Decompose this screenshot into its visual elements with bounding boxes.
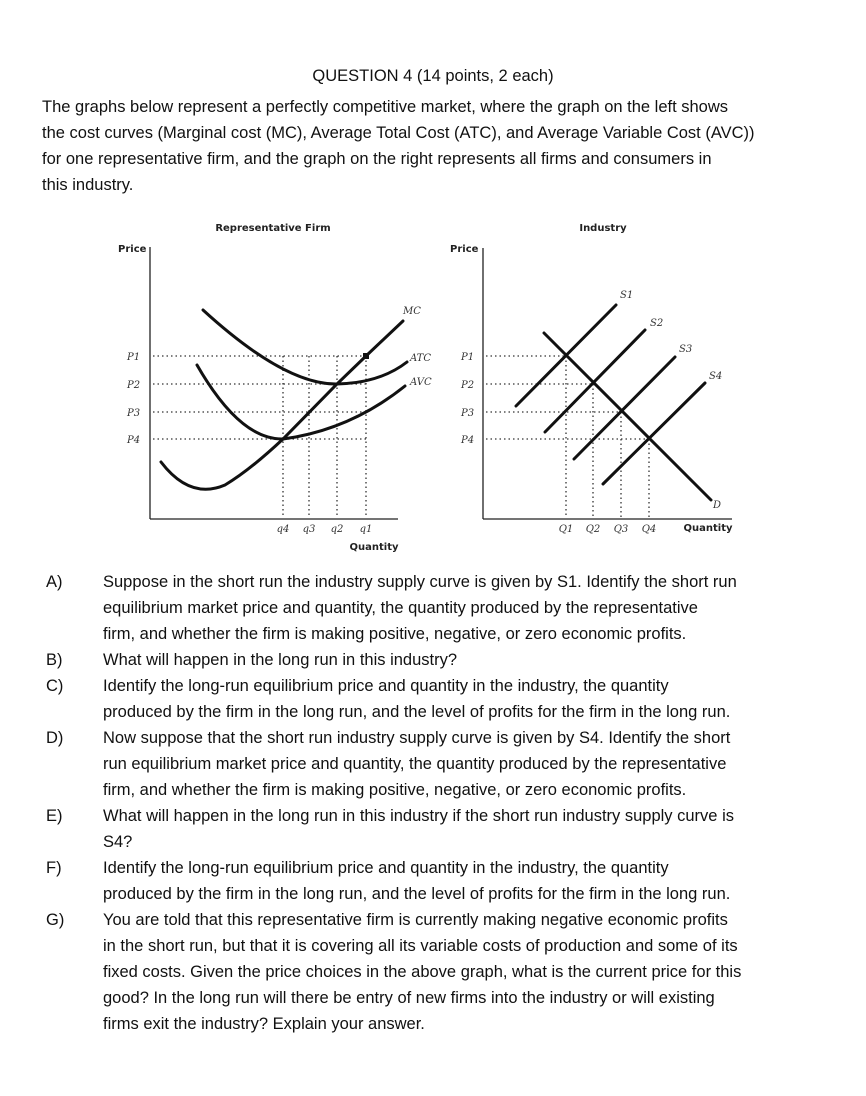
demand-curve xyxy=(544,333,711,500)
item-text-line: What will happen in the long run in this industry? xyxy=(103,651,458,669)
firm-guides xyxy=(153,356,366,517)
item-text-line: fixed costs. Given the price choices in the above graph, what is the current price for this xyxy=(103,963,742,981)
item-text-line: produced by the firm in the long run, and the level of profits for the firm in the long run. xyxy=(103,703,731,721)
mc-label: MC xyxy=(403,306,421,317)
price-tick: P1 xyxy=(127,352,141,363)
intro-line: the cost curves (Marginal cost (MC), Average Total Cost (ATC), and Average Variable Cost (AVC)) xyxy=(42,124,755,142)
item-text-line: firm, and whether the firm is making positive, negative, or zero economic profits. xyxy=(103,625,687,643)
item-text-line: Identify the long-run equilibrium price and quantity in the industry, the quantity xyxy=(103,859,669,877)
quantity-tick: q3 xyxy=(302,524,316,535)
supply-curve-s2 xyxy=(545,330,645,432)
item-label: C) xyxy=(46,677,64,695)
question-item xyxy=(46,569,741,647)
s2-label: S2 xyxy=(650,318,664,329)
mc-curve xyxy=(161,321,403,489)
item-text-line: firm, and whether the firm is making positive, negative, or zero economic profits. xyxy=(103,781,687,799)
demand-label: D xyxy=(713,500,722,511)
industry-y-label: Price xyxy=(450,244,479,255)
price-tick: P3 xyxy=(461,408,475,419)
s3-label: S3 xyxy=(679,344,693,355)
question-item xyxy=(46,673,741,725)
question-item xyxy=(46,725,741,803)
firm-point xyxy=(363,353,369,359)
question-title: QUESTION 4 (14 points, 2 each) xyxy=(312,67,554,85)
quantity-tick: Q3 xyxy=(613,524,629,535)
industry-x-label: Quantity xyxy=(683,523,733,534)
industry-graph-title: Industry xyxy=(579,223,627,234)
industry-guides xyxy=(486,356,649,517)
item-text-line: firms exit the industry? Explain your answer. xyxy=(103,1015,425,1033)
item-text-line: You are told that this representative firm is currently making negative economic profits xyxy=(103,911,728,929)
question-item xyxy=(46,647,741,673)
item-text-line: S4? xyxy=(103,833,133,851)
item-text-line: What will happen in the long run in this industry if the short run industry supply curve is xyxy=(103,807,734,825)
avc-label: AVC xyxy=(410,377,432,388)
item-label: F) xyxy=(46,859,62,877)
atc-label: ATC xyxy=(410,353,431,364)
item-text-line: in the short run, but that it is covering all its variable costs of production and some of its xyxy=(103,937,738,955)
question-item xyxy=(46,803,741,855)
item-label: D) xyxy=(46,729,64,747)
item-text-line: Identify the long-run equilibrium price and quantity in the industry, the quantity xyxy=(103,677,669,695)
supply-curve-s3 xyxy=(574,357,675,459)
item-text-line: produced by the firm in the long run, and the level of profits for the firm in the long run. xyxy=(103,885,731,903)
quantity-tick: Q4 xyxy=(641,524,657,535)
price-tick: P1 xyxy=(461,352,475,363)
item-text-line: Now suppose that the short run industry supply curve is given by S4. Identify the short xyxy=(103,729,731,747)
supply-curve-s4 xyxy=(603,383,705,484)
s1-label: S1 xyxy=(620,290,634,301)
price-tick: P4 xyxy=(461,435,475,446)
intro-line: this industry. xyxy=(42,176,134,194)
price-tick: P3 xyxy=(127,408,141,419)
question-item xyxy=(46,907,741,1037)
price-tick: P2 xyxy=(461,380,475,391)
quantity-tick: q1 xyxy=(359,524,373,535)
price-tick: P2 xyxy=(127,380,141,391)
s4-label: S4 xyxy=(709,371,723,382)
intro-line: for one representative firm, and the graph on the right represents all firms and consumers in xyxy=(42,150,712,168)
industry-graph xyxy=(450,223,733,535)
item-label: A) xyxy=(46,573,63,591)
quantity-tick: q4 xyxy=(276,524,290,535)
quantity-tick: Q1 xyxy=(558,524,574,535)
firm-graph-title: Representative Firm xyxy=(215,223,331,234)
intro-line: The graphs below represent a perfectly competitive market, where the graph on the left shows xyxy=(42,98,729,116)
item-text-line: equilibrium market price and quantity, the quantity produced by the representative xyxy=(103,599,698,617)
firm-y-label: Price xyxy=(118,244,147,255)
firm-graph xyxy=(118,223,432,553)
question-item xyxy=(46,855,741,907)
item-text-line: Suppose in the short run the industry supply curve is given by S1. Identify the short run xyxy=(103,573,737,591)
firm-x-label: Quantity xyxy=(349,542,399,553)
item-label: E) xyxy=(46,807,63,825)
item-label: B) xyxy=(46,651,63,669)
quantity-tick: q2 xyxy=(330,524,344,535)
item-label: G) xyxy=(46,911,65,929)
item-text-line: good? In the long run will there be entry of new firms into the industry or will existing xyxy=(103,989,715,1007)
quantity-tick: Q2 xyxy=(585,524,601,535)
question-list xyxy=(46,569,741,1037)
item-text-line: run equilibrium market price and quantity, the quantity produced by the representative xyxy=(103,755,727,773)
price-tick: P4 xyxy=(127,435,141,446)
